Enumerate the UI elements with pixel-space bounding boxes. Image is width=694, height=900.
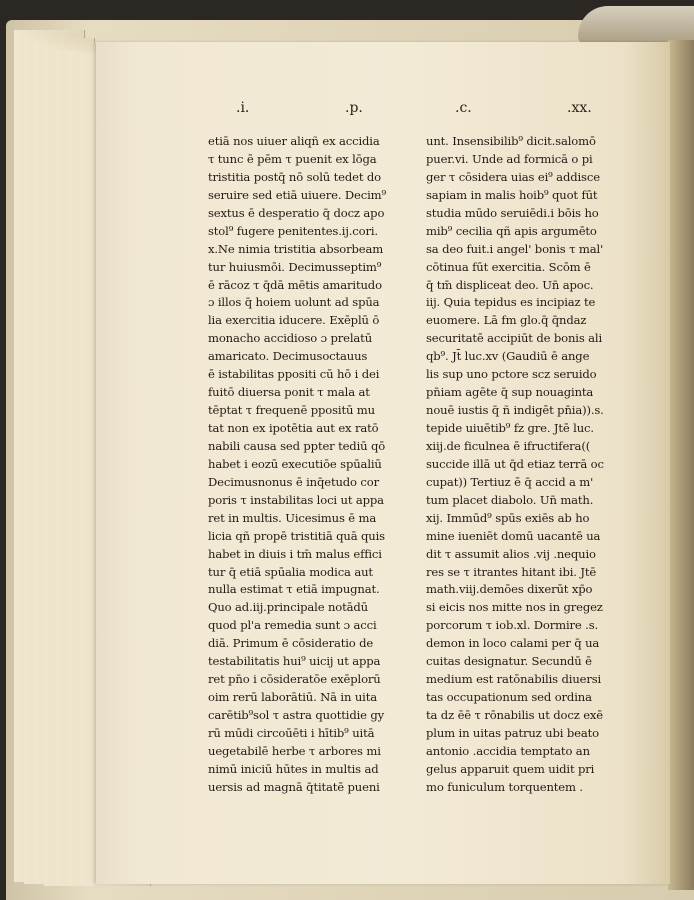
text-line: Decimusnonus ē inq̄etudo cor xyxy=(208,474,379,489)
text-line: quod pl'a remedia sunt ɔ acci xyxy=(208,618,377,633)
text-line: q̄ tm̄ displiceat deo. Un̄ apoc. xyxy=(426,277,594,292)
text-line: ret in multis. Uicesimus ē ma xyxy=(208,510,377,525)
text-line: uegetabilē herbe τ arbores mi xyxy=(208,743,381,758)
text-line: sextus ē desperatio q̄ docz apo xyxy=(208,205,385,220)
text-line: mine iueniēt domū uacantē ua xyxy=(426,528,601,543)
text-line: res se τ itrantes hitant ibi. Jtē xyxy=(426,564,597,579)
text-line: euomere. Lā fm glo.q̄ q̄ndaz xyxy=(426,313,587,328)
text-line: fuitō diuersa ponit τ mala at xyxy=(208,385,370,400)
text-line: si eicis nos mitte nos in gregez xyxy=(426,600,603,615)
text-line: τ tunc ē pēm τ puenit ex lōga xyxy=(208,151,377,166)
text-line: tēptat τ frequenē ppositū mu xyxy=(208,403,375,418)
text-line: iij. Quia tepidus es incipiaz te xyxy=(426,295,596,310)
text-line: monacho accidioso ɔ prelatū xyxy=(208,331,373,346)
text-line: sapiam in malis hoib⁹ quot fūt xyxy=(426,187,598,202)
text-line: xij. Immūd⁹ spūs exiēs ab ho xyxy=(426,510,590,525)
text-line: tur q̄ etiā spūalia modica aut xyxy=(208,564,373,579)
text-column-left xyxy=(208,133,408,797)
text-line: poris τ instabilitas loci ut appa xyxy=(208,492,384,507)
text-line: cupat)) Tertiuz ē q̄ accid a m' xyxy=(426,474,594,489)
text-line: math.viij.demōes dixerūt xp̄o xyxy=(426,582,593,597)
text-line: Quo ad.iij.principale notādū xyxy=(208,600,368,615)
text-line: x.Ne nimia tristitia absorbeam xyxy=(208,241,384,256)
text-line: uersis ad magnā q̄titatē pueni xyxy=(208,779,380,794)
text-line: medium est ratōnabilis diuersi xyxy=(426,672,602,687)
text-line: licia qñ propē tristitiā quā quis xyxy=(208,528,385,543)
text-line: nabili causa sed ppter tediū qō xyxy=(208,438,386,453)
gutter-shadow xyxy=(668,40,694,890)
header-mark: .i. xyxy=(236,100,250,116)
text-line: lia exercitia iducere. Exēplū ō xyxy=(208,313,380,328)
text-line: nulla estimat τ etiā impugnat. xyxy=(208,582,380,597)
text-line: tepide uiuētib⁹ fz gre. Jtē luc. xyxy=(426,421,594,435)
text-line: seruire sed etiā uiuere. Decim⁹ xyxy=(208,187,386,202)
text-line: tur huiusmōi. Decimusseptim⁹ xyxy=(208,259,382,274)
header-mark: .c. xyxy=(455,100,472,116)
text-line: carētib⁹sol τ astra quottidie gy xyxy=(208,708,385,722)
text-line: tum placet diabolo. Un̄ math. xyxy=(426,492,594,507)
text-line: tristitia postq̄ nō solū tedet do xyxy=(208,169,381,184)
text-line: pn̄iam agēte q̄ sup nouaginta xyxy=(426,385,594,400)
text-line: securitatē accipiūt de bonis ali xyxy=(426,331,603,346)
text-line: diā. Primum ē cōsideratio de xyxy=(208,636,374,651)
text-line: puer.vi. Unde ad formicā o pi xyxy=(426,151,593,166)
text-line: ta dz ēē τ rōnabilis ut docz exē xyxy=(426,708,604,722)
text-line: ger τ cōsidera uias ei⁹ addisce xyxy=(426,169,600,184)
text-line: nimū iniciū hūtes in multis ad xyxy=(208,761,379,776)
text-line: tas occupationum sed ordina xyxy=(426,690,592,705)
text-line: ret pn̄o i cōsideratōe exēplorū xyxy=(208,672,381,687)
text-line: tat non ex ipotētia aut ex ratō xyxy=(208,421,379,435)
text-line: studia mūdo seruiēdi.i bōis ho xyxy=(426,205,599,220)
text-line: demon in loco calami per q̄ ua xyxy=(426,636,600,651)
text-line: ɔ illos q̄ hoiem uolunt ad spūa xyxy=(208,295,380,310)
text-line: habet i eozū executiōe spūaliū xyxy=(208,456,382,471)
text-line: etiā nos uiuer aliqñ ex accidia xyxy=(208,134,380,148)
text-line: rū mūdi circoūēti i hītib⁹ uitā xyxy=(208,725,375,740)
text-line: sa deo fuit.i angel' bonis τ mal' xyxy=(426,241,604,256)
text-line: qb⁹. Jt̄ luc.xv (Gaudiū ē ange xyxy=(426,349,590,364)
text-line: amaricato. Decimusoctauus xyxy=(208,349,368,364)
text-line: testabilitatis hui⁹ uicij ut appa xyxy=(208,654,381,669)
text-line: xiij.de ficulnea ē ifructifera(( xyxy=(426,438,591,453)
text-line: ē rācoz τ q̄dā mētis amaritudo xyxy=(208,277,382,292)
text-line: porcorum τ iob.xl. Dormire .s. xyxy=(426,618,599,633)
text-line: mib⁹ cecilia qñ apis argumēto xyxy=(426,223,597,238)
text-column-right xyxy=(426,133,626,797)
text-line: antonio .accidia temptato an xyxy=(426,743,590,758)
text-line: oim rerū laborātiū. Nā in uita xyxy=(208,690,377,705)
text-line: dit τ assumit alios .vij .nequio xyxy=(426,546,596,561)
text-line: gelus apparuit quem uidit pri xyxy=(426,761,595,776)
text-line: cuitas designatur. Secundū ē xyxy=(426,654,592,669)
text-line: cōtinua fūt exercitia. Scōm ē xyxy=(426,259,591,274)
text-line: lis sup uno pctore scz seruido xyxy=(426,367,597,382)
running-header xyxy=(0,100,694,120)
text-line: succide illā ut q̄d etiaz terrā oc xyxy=(426,456,604,471)
text-line: unt. Insensibilib⁹ dicit.salomō xyxy=(426,134,596,148)
text-line: ē istabilitas ppositi cū hō i dei xyxy=(208,367,380,382)
text-line: plum in uitas patruz ubi beato xyxy=(426,725,599,740)
header-mark: .xx. xyxy=(567,100,592,116)
text-line: nouē iustis q̄ ñ indigēt pn̄ia)).s. xyxy=(426,403,604,418)
text-line: stol⁹ fugere penitentes.ij.cori. xyxy=(208,223,378,238)
header-mark: .p. xyxy=(345,100,363,116)
text-line: habet in diuis i tm̄ malus effici xyxy=(208,546,382,561)
text-line: mo funiculum torquentem . xyxy=(426,779,583,794)
